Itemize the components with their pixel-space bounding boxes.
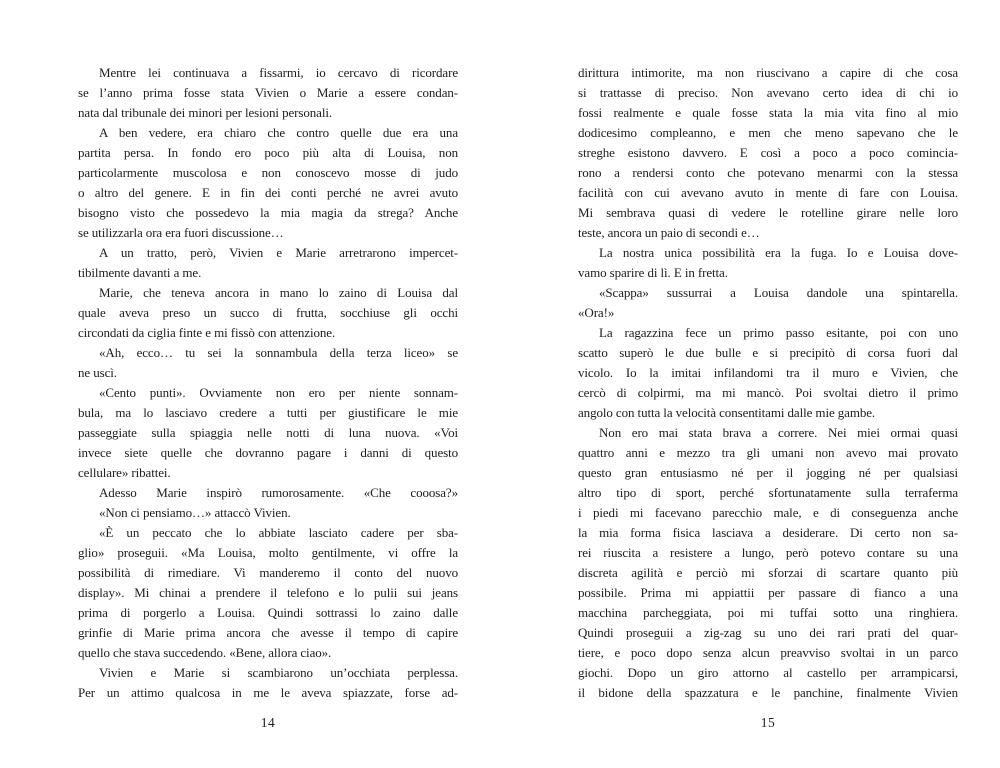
text-line: Adesso Marie inspirò rumorosamente. «Che cooosa?» [99,485,458,500]
text-line: prima di porgerlo a Louisa. Quindi sottrassi lo zaino dalle [78,605,458,620]
text-line: passeggiate sulla spiaggia nelle notti di luna nuova. «Voi [78,425,458,440]
text-line: se utilizzarla ora era fuori discussione… [78,225,284,240]
text-line: cercò di colpirmi, ma mi mancò. Poi svoltai dietro il primo [578,385,958,400]
text-line: quattro anni e mezzo tra gli umani non avevo mai provato [578,445,958,460]
text-line: particolarmente muscolosa e non conoscevo mosse di judo [78,165,458,180]
text-line: se l’anno prima fosse stata Vivien o Marie a essere condan- [78,85,458,100]
text-line: tiere, e poco dopo senza alcun preavviso svoltai in un parco [578,645,958,660]
text-line: vamo sparire di lì. E in fretta. [578,265,728,280]
text-line: Per un attimo qualcosa in me le aveva spiazzate, forse ad- [78,685,458,700]
text-line: possibilità di rimediare. Vi manderemo il conto del nuovo [78,565,458,580]
text-line: streghe esistono davvero. E così a poco a poco comincia- [578,145,958,160]
text-line: vicolo. Io la imitai infilandomi tra il muro e Vivien, che [578,365,958,380]
text-line: Marie, che teneva ancora in mano lo zaino di Louisa dal [99,285,458,300]
text-line: macchina parcheggiata, poi mi tuffai sotto una ringhiera. [578,605,958,620]
text-line: angolo con tutta la velocità consentitami dalle mie gambe. [578,405,876,420]
text-line: grinfie di Marie prima ancora che avesse il tempo di capire [78,625,458,640]
text-line: Vivien e Marie si scambiarono un’occhiata perplessa. [99,665,458,680]
text-line: questo gran entusiasmo né per il jogging né per qualsiasi [578,465,958,480]
text-line: tibilmente davanti a me. [78,265,202,280]
text-line: scatto superò le due bulle e si precipitò di corsa fuori dal [578,345,958,360]
text-line: quello che stava succedendo. «Bene, allora ciao». [78,645,332,660]
text-line: invece siete quelle che dovranno pagare i danni di questo [78,445,458,460]
text-line: Non ero mai stata brava a correre. Nei miei ormai quasi [599,425,958,440]
text-line: circondati da ciglia finte e mi fissò con attenzione. [78,325,336,340]
text-line: A un tratto, però, Vivien e Marie arretrarono impercet- [99,245,458,260]
page-number: 14 [260,715,276,730]
text-line: giochi. Dopo un giro attorno al castello per arrampicarsi, [578,665,958,680]
text-line: possibile. Prima mi appiattii per passare di fianco a una [578,585,958,600]
text-line: la mia forma fisica lasciava a desiderare. Di certo non sa- [578,525,958,540]
text-line: nata dal tribunale dei minori per lesioni personali. [78,105,333,120]
text-line: A ben vedere, era chiaro che contro quelle due era una [99,125,458,140]
text-line: Mentre lei continuava a fissarmi, io cercavo di ricordare [99,65,458,80]
page-text [578,0,958,703]
page-left [78,0,458,731]
text-line: bisogno visto che possedevo la mia magia da strega? Anche [78,205,458,220]
text-line: o altro del genere. E in fin dei conti perché ne avrei avuto [78,185,458,200]
text-line: dodicesimo compleanno, e men che meno sapevano che le [578,125,958,140]
text-line: rono a rendersi conto che potevano menarmi con la stessa [578,165,958,180]
text-line: altro tipo di sport, perché sfortunatamente sulla terraferma [578,485,958,500]
text-line: facilità con cui avevano avuto in mente di fare con Louisa. [578,185,958,200]
text-line: Quindi proseguii a zig-zag su uno dei rari prati del quar- [578,625,958,640]
text-line: glio» proseguii. «Ma Louisa, molto gentilmente, vi offre la [78,545,458,560]
text-line: «Non ci pensiamo…» attaccò Vivien. [99,505,291,520]
text-line: «Ora!» [578,305,615,320]
text-line: quale aveva preso un succo di frutta, socchiuse gli occhi [78,305,458,320]
text-line: si trattasse di preciso. Non avevano certo idea di chi io [578,85,958,100]
page-text [78,0,458,703]
text-line: «È un peccato che lo abbiate lasciato cadere per sba- [99,525,458,540]
text-line: bula, ma lo lasciavo credere a tutti per giustificare le mie [78,405,458,420]
text-line: partita persa. In fondo ero poco più alta di Louisa, non [78,145,458,160]
text-line: rei riuscita a resistere a lungo, però potevo contare su una [578,545,958,560]
text-line: La nostra unica possibilità era la fuga. Io e Louisa dove- [599,245,958,260]
text-line: discreta agilità e perciò mi sforzai di scartare quanto più [578,565,958,580]
text-line: «Cento punti». Ovviamente non ero per niente sonnam- [99,385,458,400]
page-right [578,0,958,731]
text-line: fossi realmente e quale fosse stata la mia vita fino al mio [578,105,958,120]
text-line: dirittura intimorite, ma non riuscivano a capire di che cosa [578,65,958,80]
text-line: display». Mi chinai a prendere il telefono e lo pulii sui jeans [78,585,458,600]
text-line: La ragazzina fece un primo passo esitante, poi con uno [599,325,958,340]
text-line: ne uscì. [78,365,117,380]
text-line: Mi sembrava quasi di vedere le rotelline girare nelle loro [578,205,958,220]
text-line: «Ah, ecco… tu sei la sonnambula della terza liceo» se [99,345,458,360]
text-line: il bidone della spazzatura e le panchine, finalmente Vivien [578,685,958,700]
text-line: i piedi mi facevano parecchio male, e di conseguenza anche [578,505,958,520]
text-line: teste, ancora un paio di secondi e… [578,225,760,240]
text-line: cellulare» ribattei. [78,465,171,480]
page-number: 15 [760,715,776,730]
text-line: «Scappa» sussurrai a Louisa dandole una spintarella. [599,285,958,300]
